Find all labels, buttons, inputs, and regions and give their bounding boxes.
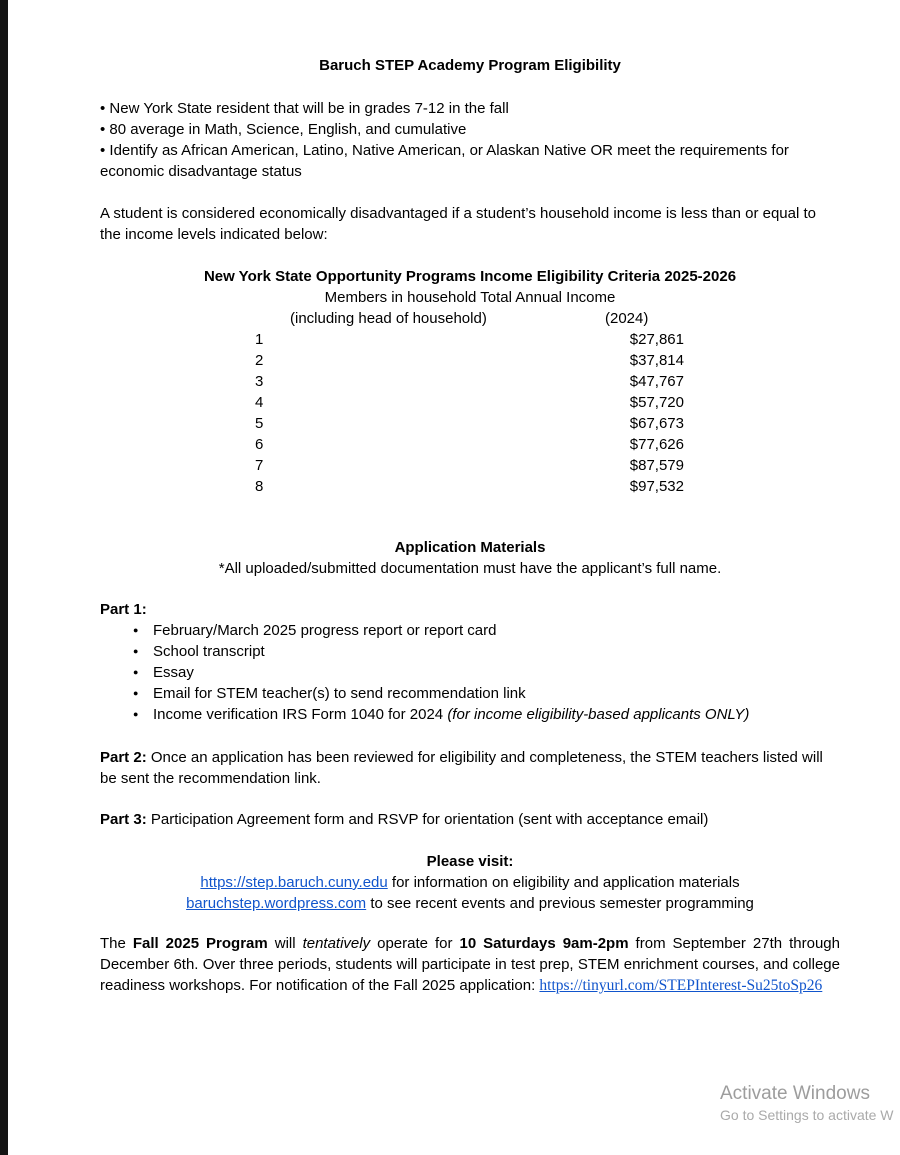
fall-seg1: The [100, 935, 133, 952]
eligibility-bullets [100, 98, 840, 182]
wordpress-link[interactable]: baruchstep.wordpress.com [186, 895, 367, 912]
please-visit-heading: Please visit: [426, 853, 514, 870]
visit-line-step [100, 872, 840, 893]
member-count: 4 [255, 394, 264, 411]
visit-line1-text: for information on eligibility and application materials [387, 874, 740, 891]
fall-seg4: from September 27th through December 6th. Over three periods, students will participate in test prep, STEM enrichment courses, and college readiness workshops. For notification of the Fall 2025 application: [100, 935, 840, 994]
income-value: $87,579 [629, 457, 684, 474]
income-value: $57,720 [629, 394, 684, 411]
income-table-col1-header: (including head of household) [290, 310, 487, 327]
list-item [100, 704, 840, 725]
member-count: 5 [255, 415, 264, 432]
table-row [100, 392, 840, 413]
fall-seg3: operate for [370, 935, 460, 952]
fall-program-bold: Fall 2025 Program [132, 935, 268, 952]
eligibility-bullet: • New York State resident that will be in grades 7-12 in the fall [100, 100, 509, 117]
member-count: 8 [255, 478, 264, 495]
member-count: 7 [255, 457, 264, 474]
table-row [100, 350, 840, 371]
application-materials-note: *All uploaded/submitted documentation must have the applicant’s full name. [218, 560, 722, 577]
part3-text: Participation Agreement form and RSVP for orientation (sent with acceptance email) [150, 811, 709, 828]
economic-disadvantage-paragraph: A student is considered economically disadvantaged if a student’s household income is less than or equal to the income levels indicated below: [100, 205, 817, 243]
part1-label: Part 1: [100, 601, 147, 618]
income-value: $97,532 [629, 478, 684, 495]
tentatively-italic: tentatively [302, 935, 371, 952]
income-value: $37,814 [629, 352, 684, 369]
left-edge-bar [0, 0, 8, 1155]
part2-text: Once an application has been reviewed for eligibility and completeness, the STEM teachers listed will be sent the recommendation link. [100, 749, 823, 787]
table-row [100, 455, 840, 476]
application-materials-title: Application Materials [394, 539, 546, 556]
income-table-header [100, 308, 840, 329]
saturdays-bold: 10 Saturdays 9am-2pm [459, 935, 629, 952]
eligibility-bullet: • Identify as African American, Latino, Native American, or Alaskan Native OR meet the requirements for economic disadvantage status [100, 142, 789, 180]
member-count: 6 [255, 436, 264, 453]
income-value: $47,767 [629, 373, 684, 390]
income-value: $67,673 [629, 415, 684, 432]
part2-label: Part 2: [100, 749, 147, 766]
income-value: $27,861 [629, 331, 684, 348]
watermark-subtitle: Go to Settings to activate W [720, 1107, 894, 1123]
part1-list [100, 620, 840, 725]
member-count: 2 [255, 352, 264, 369]
fall-program-paragraph [100, 933, 840, 996]
step-baruch-link[interactable]: https://step.baruch.cuny.edu [200, 874, 388, 891]
list-item-italic-note: (for income eligibility-based applicants ONLY) [447, 706, 750, 723]
member-count: 3 [255, 373, 264, 390]
visit-line2-text: to see recent events and previous semester programming [366, 895, 754, 912]
list-item: ● School transcript [100, 641, 840, 662]
member-count: 1 [255, 331, 264, 348]
list-item: ● February/March 2025 progress report or report card [100, 620, 840, 641]
fall-seg2: will [267, 935, 303, 952]
table-row [100, 413, 840, 434]
part2-paragraph [100, 747, 840, 789]
part3-label: Part 3: [100, 811, 147, 828]
income-table-title: New York State Opportunity Programs Income Eligibility Criteria 2025-2026 [203, 268, 737, 285]
part3-paragraph [100, 809, 840, 830]
table-row [100, 476, 840, 497]
table-row [100, 434, 840, 455]
list-item: ● Email for STEM teacher(s) to send recommendation link [100, 683, 840, 704]
activate-windows-watermark [720, 1082, 894, 1125]
eligibility-bullet: • 80 average in Math, Science, English, and cumulative [100, 121, 467, 138]
income-value: $77,626 [629, 436, 684, 453]
tinyurl-link[interactable]: https://tinyurl.com/STEPInterest-Su25toSp26 [539, 977, 823, 994]
page-title: Baruch STEP Academy Program Eligibility [319, 57, 621, 74]
income-table-subtitle: Members in household Total Annual Income [324, 289, 616, 306]
watermark-title: Activate Windows [720, 1083, 870, 1104]
visit-line-wordpress [100, 893, 840, 914]
document-content [100, 0, 840, 996]
list-item-text: Income verification IRS Form 1040 for 2024 [153, 706, 448, 723]
table-row [100, 371, 840, 392]
list-item: ● Essay [100, 662, 840, 683]
table-row [100, 329, 840, 350]
income-table [100, 329, 840, 497]
income-table-col2-header: (2024) [605, 310, 649, 327]
